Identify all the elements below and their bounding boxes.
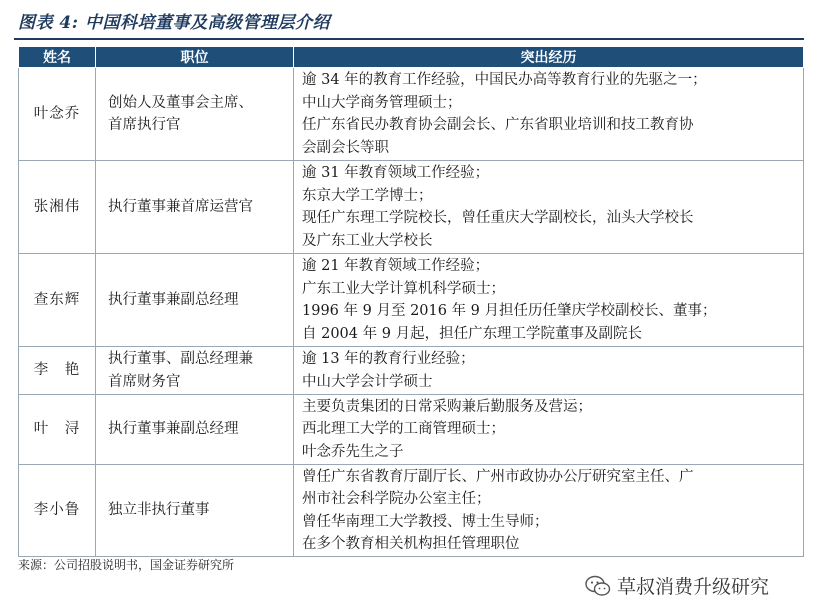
- person-name: 张湘伟: [19, 161, 96, 254]
- source-note: 来源：公司招股说明书，国金证券研究所: [18, 558, 235, 572]
- person-experience: [294, 465, 804, 557]
- table-row: [19, 68, 804, 161]
- experience-line: 州市社会科学院办公室主任；: [302, 491, 491, 507]
- position-line: 执行董事、副总经理兼: [108, 351, 253, 367]
- experience-line: 在多个教育相关机构担任管理职位: [302, 536, 520, 552]
- position-line: 首席财务官: [108, 373, 181, 390]
- person-experience: [294, 161, 804, 254]
- position-line: 独立非执行董事: [108, 502, 210, 519]
- person-experience: [294, 347, 804, 395]
- person-position: [96, 465, 294, 557]
- person-experience: [294, 395, 804, 465]
- person-position: [96, 395, 294, 465]
- experience-line: 及广东工业大学校长: [302, 232, 433, 249]
- experience-line: 会副会长等职: [302, 139, 389, 156]
- person-experience: [294, 68, 804, 161]
- experience-line: 逾 21 年教育领域工作经验；: [302, 258, 490, 274]
- header-experience: 突出经历: [294, 47, 804, 68]
- figure-title: 图表 4: 中国科培董事及高级管理层介绍: [18, 13, 330, 33]
- experience-line: 逾 31 年教育领域工作经验；: [302, 165, 490, 181]
- experience-line: 中山大学商务管理硕士；: [302, 94, 462, 111]
- position-line: 执行董事兼首席运营官: [108, 198, 253, 215]
- position-line: 执行董事兼副总经理: [108, 421, 239, 438]
- table-row: [19, 254, 804, 347]
- person-name: 叶念乔: [19, 68, 96, 161]
- experience-line: 曾任华南理工大学教授、博士生导师；: [302, 513, 549, 530]
- person-position: [96, 347, 294, 395]
- experience-line: 1996 年 9 月至 2016 年 9 月担任历任肇庆学校副校长、董事；: [302, 303, 717, 319]
- table-row: [19, 161, 804, 254]
- person-position: [96, 68, 294, 161]
- table-row: [19, 465, 804, 557]
- position-line: 首席执行官: [108, 117, 181, 133]
- experience-line: 逾 34 年的教育工作经验，中国民办高等教育行业的先驱之一；: [302, 72, 707, 88]
- person-experience: [294, 254, 804, 347]
- person-name: 叶 浔: [19, 395, 96, 465]
- table-row: [19, 395, 804, 465]
- table-row: [19, 347, 804, 395]
- person-position: [96, 254, 294, 347]
- experience-line: 曾任广东省教育厅副厅长、广州市政协办公厅研究室主任、广: [302, 468, 694, 485]
- table-header-row: [19, 47, 804, 68]
- experience-line: 自 2004 年 9 月起，担任广东理工学院董事及副院长: [302, 325, 643, 342]
- header-position: 职位: [96, 47, 294, 68]
- experience-line: 现任广东理工学院校长，曾任重庆大学副校长，汕头大学校长: [302, 210, 694, 226]
- person-position: [96, 161, 294, 254]
- header-name: 姓名: [19, 47, 96, 68]
- experience-line: 任广东省民办教育协会副会长、广东省职业培训和技工教育协: [302, 117, 694, 133]
- experience-line: 主要负责集团的日常采购兼后勤服务及营运；: [302, 398, 592, 415]
- experience-line: 广东工业大学计算机科学硕士；: [302, 280, 505, 297]
- management-table: [18, 46, 804, 557]
- experience-line: 叶念乔先生之子: [302, 443, 404, 460]
- experience-line: 逾 13 年的教育行业经验；: [302, 351, 475, 367]
- experience-line: 东京大学工学博士；: [302, 187, 433, 204]
- position-line: 创始人及董事会主席、: [108, 94, 253, 111]
- person-name: 李 艳: [19, 347, 96, 395]
- person-name: 查东辉: [19, 254, 96, 347]
- experience-line: 西北理工大学的工商管理硕士；: [302, 421, 505, 438]
- experience-line: 中山大学会计学硕士: [302, 373, 433, 390]
- position-line: 执行董事兼副总经理: [108, 291, 239, 308]
- person-name: 李小鲁: [19, 465, 96, 557]
- wechat-icon: [585, 575, 611, 597]
- brand-watermark: [585, 572, 769, 599]
- brand-text: 草叔消费升级研究: [617, 576, 770, 598]
- title-divider: [14, 38, 804, 40]
